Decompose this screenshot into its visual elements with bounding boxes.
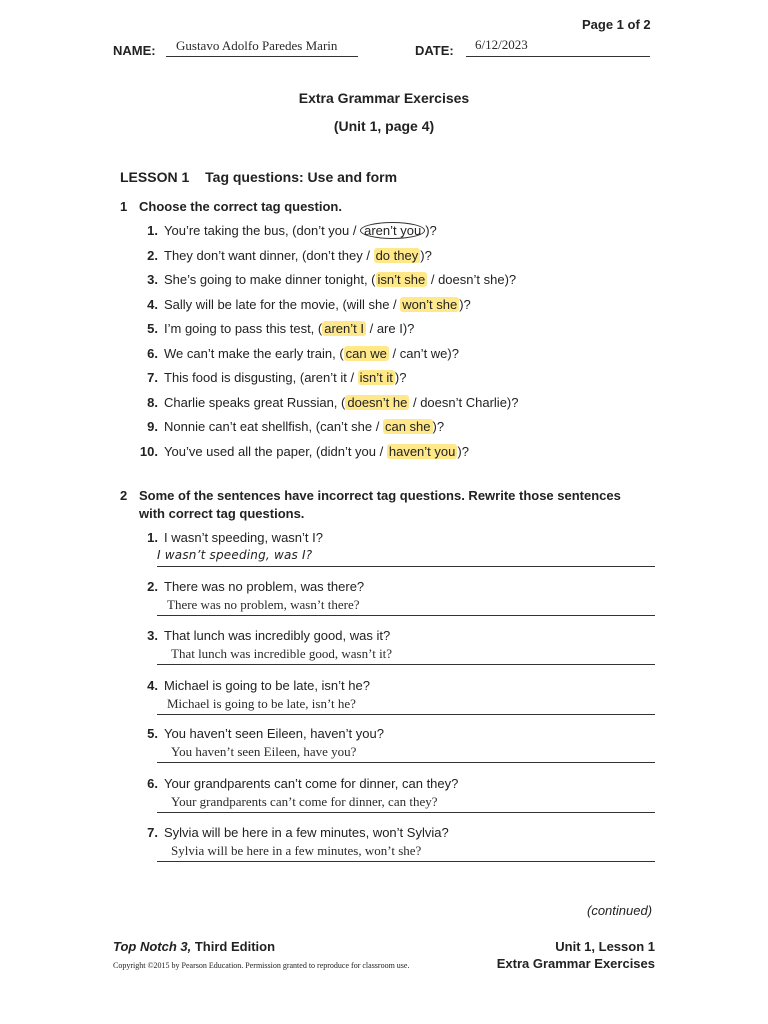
item-number: 2. xyxy=(147,248,158,263)
answer-text[interactable]: Sylvia will be here in a few minutes, won’t she? xyxy=(171,843,422,858)
exercise-1-item xyxy=(134,272,516,287)
exercise-1-item xyxy=(134,346,459,361)
book-title-name: Top Notch 3, xyxy=(113,939,192,954)
exercise-1-item xyxy=(134,248,432,263)
question-text: There was no problem, was there? xyxy=(164,579,365,594)
item-number: 1. xyxy=(147,223,158,238)
exercise-2-heading xyxy=(120,487,621,523)
item-end: )? xyxy=(420,248,432,263)
tag-option-b: haven’t you xyxy=(388,444,456,459)
option-separator: / xyxy=(388,346,400,361)
answer-line xyxy=(157,861,655,862)
tag-option-a: aren’t it xyxy=(304,370,347,385)
tag-option-a: aren’t I xyxy=(324,321,364,336)
answer-line xyxy=(157,812,655,813)
exercise-1-instruction: Choose the correct tag question. xyxy=(139,199,342,214)
item-end: )? xyxy=(432,419,445,434)
answer-text[interactable]: You haven’t seen Eileen, have you? xyxy=(171,744,357,759)
answer-text[interactable]: Michael is going to be late, isn’t he? xyxy=(167,696,356,711)
tag-option-b: can she xyxy=(384,419,431,434)
tag-option-b: isn’t it xyxy=(359,370,393,385)
item-end: )? xyxy=(394,370,407,385)
answer-text[interactable]: I wasn’t speeding, was I? xyxy=(157,548,313,562)
page-title: Extra Grammar Exercises xyxy=(298,90,470,106)
answer-text[interactable]: There was no problem, wasn’t there? xyxy=(167,597,360,612)
tag-option-a: can’t she xyxy=(320,419,373,434)
lesson-label: LESSON 1 xyxy=(120,169,190,185)
date-underline xyxy=(466,56,650,57)
date-value: 6/12/2023 xyxy=(475,37,528,52)
item-number: 7. xyxy=(147,825,158,840)
footer-unit: Unit 1, Lesson 1 xyxy=(555,939,655,954)
tag-option-a: can we xyxy=(345,346,387,361)
tag-option-b: do they xyxy=(375,248,419,263)
lesson-title: Tag questions: Use and form xyxy=(205,169,398,185)
name-underline xyxy=(166,56,358,57)
exercise-1-item xyxy=(134,370,406,385)
item-number: 1. xyxy=(147,530,158,545)
exercise-1-item xyxy=(134,419,444,434)
tag-option-a: don’t you xyxy=(296,223,350,238)
item-sentence: This food is disgusting, ( xyxy=(164,370,305,385)
exercise-1-item xyxy=(134,297,471,312)
item-sentence: I’m going to pass this test, ( xyxy=(164,321,323,336)
exercise-1-item xyxy=(134,395,518,410)
tag-option-a: didn’t you xyxy=(320,444,377,459)
question-text: Your grandparents can’t come for dinner, can they? xyxy=(164,776,459,791)
exercise-1-number: 1 xyxy=(120,199,128,214)
item-sentence: We can’t make the early train, ( xyxy=(164,346,344,361)
exercise-2-question xyxy=(134,825,449,840)
option-separator: / xyxy=(362,248,374,263)
item-number: 4. xyxy=(147,297,158,312)
option-separator: / xyxy=(365,321,377,336)
exercise-2-question xyxy=(134,776,458,791)
tag-option-a: will she xyxy=(346,297,390,312)
tag-option-b: doesn’t she xyxy=(438,272,505,287)
item-sentence: You’re taking the bus, ( xyxy=(164,223,297,238)
exercise-2-question xyxy=(134,628,390,643)
tag-option-b: are I xyxy=(376,321,403,336)
item-sentence: Nonnie can’t eat shellfish, ( xyxy=(164,419,321,434)
item-sentence: They don’t want dinner, ( xyxy=(164,248,307,263)
item-end: )? xyxy=(457,444,469,459)
tag-option-b: doesn’t Charlie xyxy=(420,395,507,410)
page-subtitle: (Unit 1, page 4) xyxy=(333,118,435,134)
option-separator: / xyxy=(349,223,361,238)
item-number: 6. xyxy=(147,776,158,791)
answer-text[interactable]: Your grandparents can’t come for dinner, can they? xyxy=(171,794,438,809)
option-separator: / xyxy=(346,370,358,385)
item-end: )? xyxy=(402,321,415,336)
item-sentence: She’s going to make dinner tonight, ( xyxy=(164,272,376,287)
exercise-1-item xyxy=(134,321,414,336)
item-end: )? xyxy=(506,395,519,410)
item-end: )? xyxy=(459,297,471,312)
question-text: Michael is going to be late, isn’t he? xyxy=(164,678,370,693)
tag-option-a: don’t they xyxy=(306,248,363,263)
item-number: 8. xyxy=(147,395,158,410)
date-label: DATE: xyxy=(415,43,454,58)
question-text: I wasn’t speeding, wasn’t I? xyxy=(164,530,323,545)
item-number: 4. xyxy=(147,678,158,693)
lesson-heading xyxy=(120,169,397,185)
exercise-2-question xyxy=(134,726,384,741)
tag-option-a: isn’t she xyxy=(377,272,426,287)
exercise-1-item xyxy=(134,444,469,459)
answer-line xyxy=(157,762,655,763)
copyright: Copyright ©2015 by Pearson Education. Permission granted to reproduce for classroom use. xyxy=(113,961,410,970)
tag-option-b: can’t we xyxy=(399,346,448,361)
exercise-1-item xyxy=(134,223,437,238)
name-label: NAME: xyxy=(113,43,156,58)
footer-section: Extra Grammar Exercises xyxy=(496,956,655,971)
exercise-2-instruction-line2: with correct tag questions. xyxy=(139,506,305,521)
option-separator: / xyxy=(372,419,383,434)
item-number: 6. xyxy=(147,346,158,361)
tag-option-b: won’t she xyxy=(402,297,458,312)
item-number: 9. xyxy=(147,419,158,434)
answer-text[interactable]: That lunch was incredible good, wasn’t it? xyxy=(171,646,393,661)
name-value: Gustavo Adolfo Paredes Marin xyxy=(176,38,338,53)
question-text: Sylvia will be here in a few minutes, won’t Sylvia? xyxy=(164,825,449,840)
continued-note: (continued) xyxy=(587,903,653,918)
answer-line xyxy=(157,714,655,715)
tag-option-a: doesn’t he xyxy=(347,395,408,410)
question-text: You haven’t seen Eileen, haven’t you? xyxy=(164,726,384,741)
item-end: )? xyxy=(504,272,517,287)
item-number: 5. xyxy=(147,726,158,741)
question-text: That lunch was incredibly good, was it? xyxy=(164,628,391,643)
book-edition: Third Edition xyxy=(191,939,276,954)
item-number: 2. xyxy=(147,579,158,594)
item-number: 3. xyxy=(147,628,158,643)
option-separator: / xyxy=(389,297,401,312)
option-separator: / xyxy=(376,444,387,459)
option-separator: / xyxy=(409,395,421,410)
exercise-2-number: 2 xyxy=(120,488,128,503)
exercise-2-question xyxy=(134,530,323,545)
item-number: 10. xyxy=(139,444,158,459)
item-end: )? xyxy=(447,346,459,361)
item-sentence: You’ve used all the paper, ( xyxy=(164,444,321,459)
item-number: 3. xyxy=(147,272,158,287)
item-sentence: Charlie speaks great Russian, ( xyxy=(164,395,346,410)
tag-option-b: aren’t you xyxy=(360,222,425,239)
exercise-2-question xyxy=(134,579,364,594)
exercise-1-heading xyxy=(120,199,342,214)
exercise-2-question xyxy=(134,678,370,693)
answer-line xyxy=(157,615,655,616)
item-number: 5. xyxy=(147,321,158,336)
item-sentence: Sally will be late for the movie, ( xyxy=(164,297,347,312)
item-end: )? xyxy=(425,223,437,238)
option-separator: / xyxy=(427,272,439,287)
exercise-2-instruction-line1: Some of the sentences have incorrect tag questions. Rewrite those sentences xyxy=(139,488,621,503)
item-number: 7. xyxy=(147,370,158,385)
answer-line xyxy=(157,664,655,665)
page-indicator: Page 1 of 2 xyxy=(582,17,651,32)
answer-line xyxy=(157,566,655,567)
book-title xyxy=(113,939,275,954)
